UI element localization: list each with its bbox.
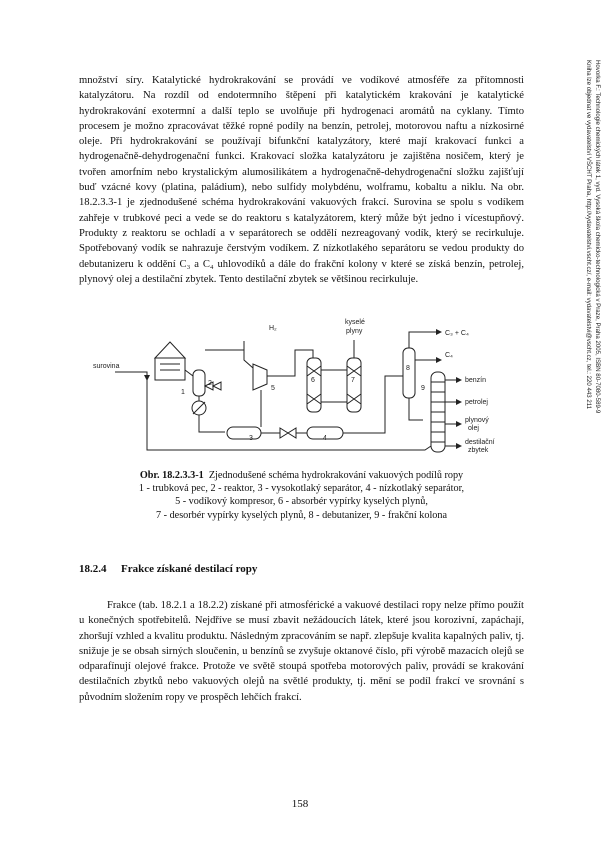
label-gasoline: benzín: [465, 377, 487, 384]
label-unit-6: 6: [311, 377, 315, 384]
label-gas-oil-1: plynový: [465, 417, 489, 424]
side-note-line2: Kniha lze objednat ve vydavatelství VŠCHT Praha, http://vydavatelstvi.vscht.cz/, e-mail: vydavatelstvi@vscht.cz, tel.: 220 443 211: [585, 60, 592, 410]
label-acid-gas-1: kyselé: [345, 319, 365, 326]
label-unit-7: 7: [351, 377, 355, 384]
caption-line-2: 1 - trubková pec, 2 - reaktor, 3 - vysokotlaký separátor, 4 - nízkotlaký separátor,: [138, 483, 465, 495]
label-unit-4: 4: [323, 435, 327, 442]
process-flow-diagram: [85, 310, 505, 468]
figure-caption: [79, 469, 524, 522]
caption-line-3: 5 - vodíkový kompresor, 6 - absorbér vypírky kyselých plynů,: [175, 496, 428, 508]
label-unit-5: 5: [271, 385, 275, 392]
caption-line-4: 7 - desorbér vypírky kyselých plynů, 8 - debutanizer, 9 - frakční kolona: [156, 509, 447, 521]
label-gas-oil-2: olej: [468, 425, 479, 432]
caption-label: Obr. 18.2.3.3-1: [139, 470, 204, 481]
label-unit-2: 2: [208, 380, 212, 387]
reactor-icon: [193, 370, 205, 396]
section-heading: [79, 563, 257, 575]
label-residue-1: destilační: [465, 439, 495, 446]
label-c4: C₄: [445, 352, 453, 359]
label-residue-2: zbytek: [468, 447, 489, 454]
side-note: [572, 60, 602, 560]
label-kerosene: petrolej: [465, 399, 488, 406]
high-pressure-separator-icon: [227, 427, 261, 439]
tube-furnace-icon: [155, 342, 185, 380]
debutanizer-icon: [403, 348, 415, 398]
hydrogen-compressor-icon: [253, 364, 267, 390]
page-number: 158: [291, 798, 309, 810]
body-paragraph-1: množství síry. Katalytické hydrokrakování se provádí ve vodíkové atmosféře za přítomnosti katalyzátoru. Na rozdíl od endotermního štěpení při katalytickém krakování je katalytické hydrokrakování exotermní a další teplo se uvolňuje při hydrogenaci aromátů na cyklany. Tímto procesem je možno zpracovávat těžké ropné podíly na benzín, petrolej, motorovou naftu a nízkosirné oleje. Při hydrokrakování se používají bifunkční katalyzátory, které mají krakovací funkci a hydrogenačně-dehydrogenační funkci. Krakovací složka katalyzátoru je zajištěna nosičem, který je tvořen amorfním nebo krystalickým alumosilikátem a hydrogenačně-dehydrogenační složku zajišťují buď vzácné kovy (platina, paládium), nebo sulfidy molybdénu, wolframu, kobaltu a niklu. Na obr. 18.2.3.3-1 je zjednodušené schéma hydrokrakování vakuových frakcí. Surovina se spolu s vodíkem zahřeje v trubkové peci a vede se do reaktoru s katalyzátorem, který může být jedno i vícestupňový. Produkty z reaktoru se ochladí a v separátorech se oddělí nezreagovaný vodík, který se recirkuluje. Spotřebovaný vodík se nahrazuje čerstvým vodíkem. Z nízkotlakého separátoru se vedou produkty do debutanizeru k oddění C₃ a C₄ uhlovodíků a dále do frakční kolony v které se získá benzín, petrolej, plynový olej a destilační zbytek. Tento destilační zbytek se většinou recirkuluje.: [79, 75, 524, 285]
desorber-icon: [347, 358, 361, 412]
label-unit-3: 3: [249, 435, 253, 442]
label-feed: surovina: [93, 363, 120, 370]
absorber-icon: [307, 358, 321, 412]
label-unit-9: 9: [421, 385, 425, 392]
section-title: Frakce získané destilací ropy: [121, 563, 258, 575]
label-h2: H₂: [269, 325, 277, 332]
caption-title: Zjednodušené schéma hydrokrakování vakuových podílů ropy: [208, 470, 464, 481]
section-number: 18.2.4: [79, 563, 107, 575]
side-note-line1: Hovorka F.: Technologie chemických látek 1, vyd. Vysoká škola chemicko-technologická v Praze, Praha 2005, ISBN 80-7080-589-9: [594, 60, 601, 414]
label-unit-8: 8: [406, 365, 410, 372]
label-c3-c4: C₃ + C₄: [445, 330, 469, 337]
body-paragraph-2: Frakce (tab. 18.2.1 a 18.2.2) získané při atmosférické a vakuové destilaci ropy nelze přímo použít u konečných spotřebitelů. Nejdříve se musí zbavit nežádoucích látek, které jsou korozivní, zapáchají, zhoršují vzhled a kvalitu produktu. Následným zpracováním se např. zlepšuje kvalita kapalných paliv, tj. snižuje je se obsah sirných sloučenin, u benzínů se zvyšuje oktanové číslo, při výrobě mazacích olejů se odparafínují olejové frakce. Protože ve světě stoupá spotřeba motorových paliv, provádí se krakování destilačních zbytků nebo vakuových olejů na světlé produkty, tj. mění se podíl frakcí ve srovnání s původním složením ropy ve prospěch lehčích frakcí.: [79, 600, 524, 703]
label-unit-1: 1: [181, 389, 185, 396]
label-acid-gas-2: plyny: [346, 328, 363, 335]
